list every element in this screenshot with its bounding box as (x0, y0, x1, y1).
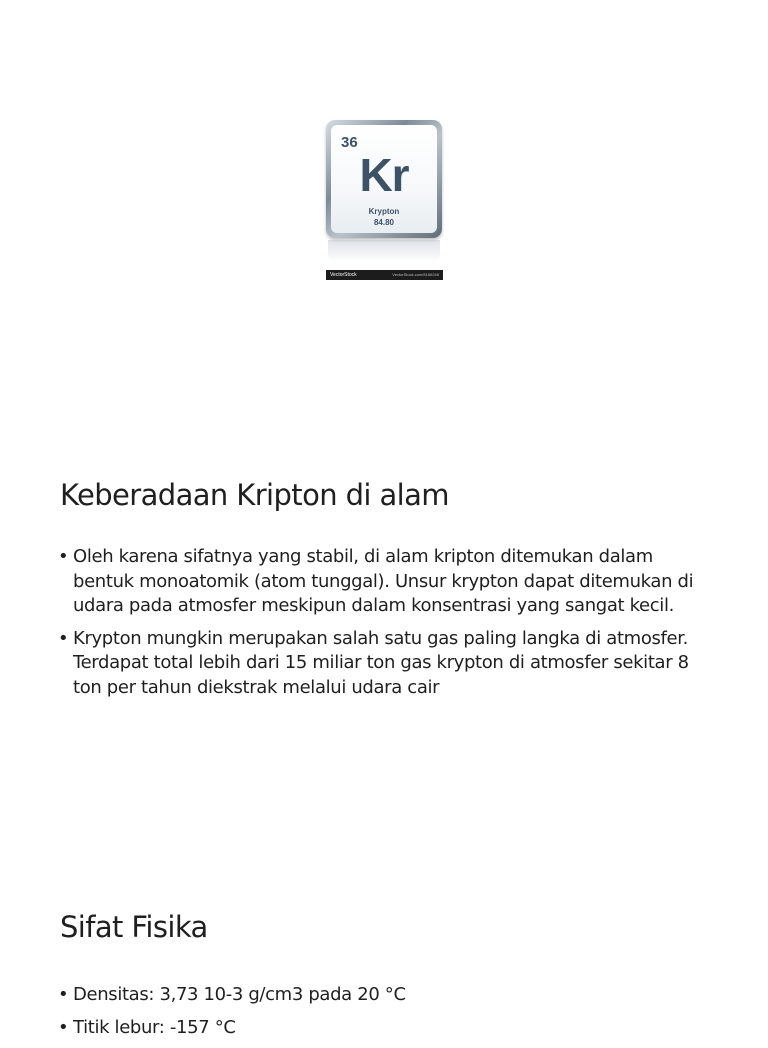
list-item (58, 627, 718, 701)
bullet-marker: • (58, 1016, 69, 1038)
bullet-marker: • (58, 984, 69, 1005)
section-heading-keberadaan: Keberadaan Kripton di alam (60, 478, 449, 512)
bullet-marker: • (58, 627, 69, 649)
krypton-element-image (326, 120, 444, 282)
bullet-text: Titik lebur: -157 °C (73, 1016, 236, 1038)
bullet-list-sifat-fisika (58, 983, 718, 1048)
element-tile-frame (326, 120, 442, 238)
bullet-marker: • (58, 546, 69, 567)
list-item (58, 983, 718, 1008)
list-item (58, 1016, 718, 1041)
tile-reflection (328, 240, 440, 262)
list-item (58, 545, 718, 619)
stock-watermark-bar (326, 270, 443, 280)
bullet-text: Densitas: 3,73 10-3 g/cm3 pada 20 °C (73, 984, 406, 1005)
section-heading-sifat-fisika: Sifat Fisika (60, 910, 208, 944)
bullet-text: Oleh karena sifatnya yang stabil, di alam kripton ditemukan dalam bentuk monoatomik (atom tunggal). Unsur krypton dapat ditemukan di udara pada atmosfer meskipun dalam konsentrasi yang sangat kecil. (73, 546, 694, 616)
atomic-number: 36 (341, 134, 358, 151)
bullet-text: Krypton mungkin merupakan salah satu gas paling langka di atmosfer. Terdapat total lebih dari 15 miliar ton gas krypton di atmosfer sekitar 8 ton per tahun diekstrak melalui udara cair (73, 627, 689, 698)
stock-brand-logo: VectorStock (330, 272, 357, 278)
element-tile (331, 125, 437, 233)
bullet-list-keberadaan (58, 545, 718, 708)
atomic-mass: 84.80 (373, 218, 395, 227)
stock-image-id: VectorStock.com/8166248 (392, 272, 439, 277)
element-name: Krypton (368, 207, 400, 216)
element-symbol: Kr (359, 149, 409, 201)
